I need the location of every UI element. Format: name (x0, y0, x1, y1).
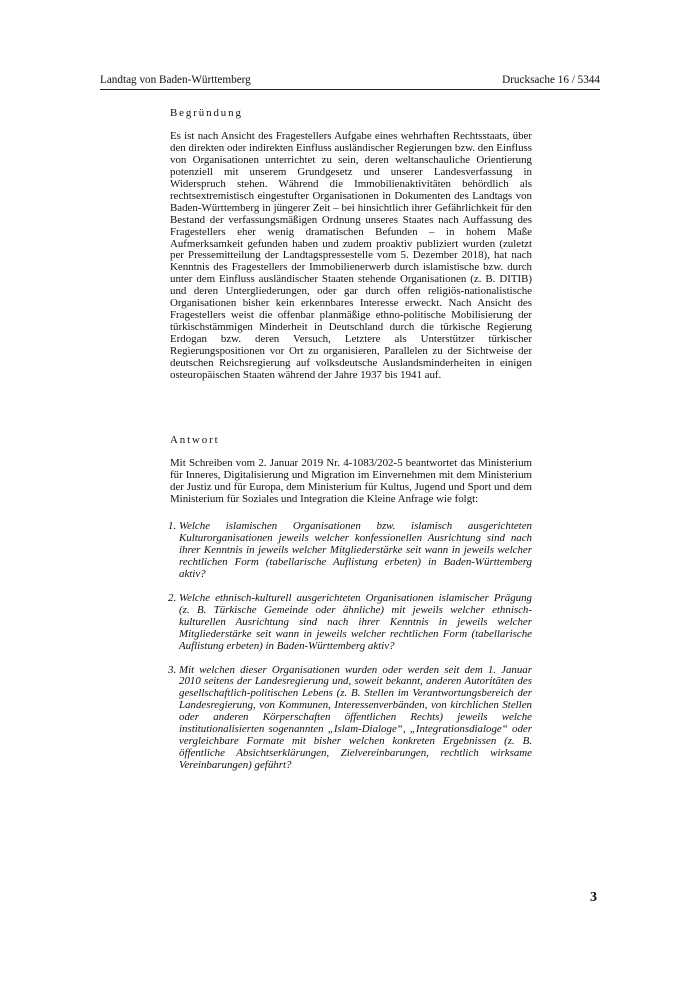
question-text: Welche islamischen Organisationen bzw. islamisch ausgerichteten Kulturorganisationen jeweils welcher konfessionellen Ausrichtung sind nach ihrer Kenntnis in jeweils welcher Mitgliederstärke seit wann in jeweils welcher rechtlichen Form (tabellarische Auflistung erbeten) in Baden-Württemberg aktiv? (179, 520, 532, 580)
question-number: 3. (168, 663, 177, 676)
question-number: 2. (168, 591, 177, 604)
question-item (170, 521, 532, 581)
antwort-intro-paragraph: Mit Schreiben vom 2. Januar 2019 Nr. 4-1083/202-5 beantwortet das Ministerium für Inneres, Digitalisierung und Migration im Einvernehmen mit dem Ministerium der Justiz und für Europa, dem Ministerium für Kultus, Jugend und Sport und dem Ministerium für Soziales und Integration die Kleine Anfrage wie folgt: (170, 456, 532, 505)
header-document-number: Drucksache 16 / 5344 (502, 74, 600, 86)
antwort-heading: Antwort (170, 434, 220, 446)
page-number: 3 (590, 890, 597, 905)
antwort-section (170, 435, 532, 506)
begruendung-paragraph: Es ist nach Ansicht des Fragestellers Aufgabe eines wehrhaften Rechtsstaats, über den direkten oder indirekten Einfluss ausländischer Regierungen bzw. den Einfluss von Organisationen unterrichtet zu sein, deren weltanschauliche Orientierung potenziell mit unserem Grundgesetz und unserer Landesverfassung in Widerspruch stehen. Während die Immobilienaktivitäten behördlich als rechtsextremistisch eingestufter Organisationen in Dokumenten des Landtags von Baden-Württemberg in jüngerer Zeit – bei hinsichtlich ihrer Gefährlichkeit für den Bestand der verfassungsmäßigen Ordnung unseres Staates nach Auffassung des Fragestellers eher wenig dramatischen Befunden – in hohem Maße Aufmerksamkeit gefunden haben und zudem proaktiv publiziert wurden (zuletzt per Pressemitteilung der Landtagspressestelle vom 5. Dezember 2018), hat nach Kenntnis des Fragestellers der Immobilienerwerb durch islamistische bzw. durch unter dem Einfluss ausländischer Staaten stehende Organisationen (z. B. DITIB) und deren Untergliederungen, oder gar durch offen religiös-nationalistische Organisationen bisher kein erkennbares Interesse erweckt. Nach Ansicht des Fragestellers weist die offenbar planmäßige ethno-politische Mobilisierung der türkischstämmigen Minderheit in Deutschland durch die türkische Regierung Erdogan bzw. deren Versuch, Letztere als Unterstützer türkischer Regierungspositionen vor Ort zu organisieren, Parallelen zu der Sichtweise der deutschen Reichsregierung auf volksdeutsche Auslandsminderheiten in einigen osteuropäischen Staaten während der Jahre 1937 bis 1941 auf. (170, 129, 532, 382)
question-number: 1. (168, 520, 177, 532)
header-parliament-name: Landtag von Baden-Württemberg (100, 74, 251, 86)
question-text: Welche ethnisch-kulturell ausgerichteten Organisationen islamischer Prägung (z. B. Türkische Gemeinde oder ähnliche) mit jeweils welcher ethnisch-kulturellen Ausrichtung sind nach ihrer Kenntnis in jeweils welcher Mitgliederstärke seit wann in jeweils welcher rechtlichen Form (tabellarische Auflistung erbeten) in Baden-Württemberg aktiv? (179, 591, 532, 652)
question-item (170, 593, 532, 653)
questions-list (170, 521, 532, 784)
begruendung-section (170, 108, 532, 382)
page-header (100, 73, 600, 90)
begruendung-heading: Begründung (170, 107, 243, 119)
question-text: Mit welchen dieser Organisationen wurden oder werden seit dem 1. Januar 2010 seitens der Landesregierung und, soweit bekannt, anderen Autoritäten des gesellschaftlich-politischen Lebens (z. B. Stellen im Verantwortungsbereich der Landesregierung, von Kommunen, Interessenverbänden, von kirchlichen Stellen oder anderen Körperschaften öffentlichen Rechts) jeweils welche institutionalisierten sogenannten „Islam-Dialoge“, „Integrationsdialoge“ oder vergleichbare Formate mit bisher welchen konkreten Ergebnissen (z. B. öffentliche Absichtserklärungen, Zielvereinbarungen, rechtlich wirksame Vereinbarungen) geführt? (179, 663, 532, 772)
question-item (170, 665, 532, 773)
